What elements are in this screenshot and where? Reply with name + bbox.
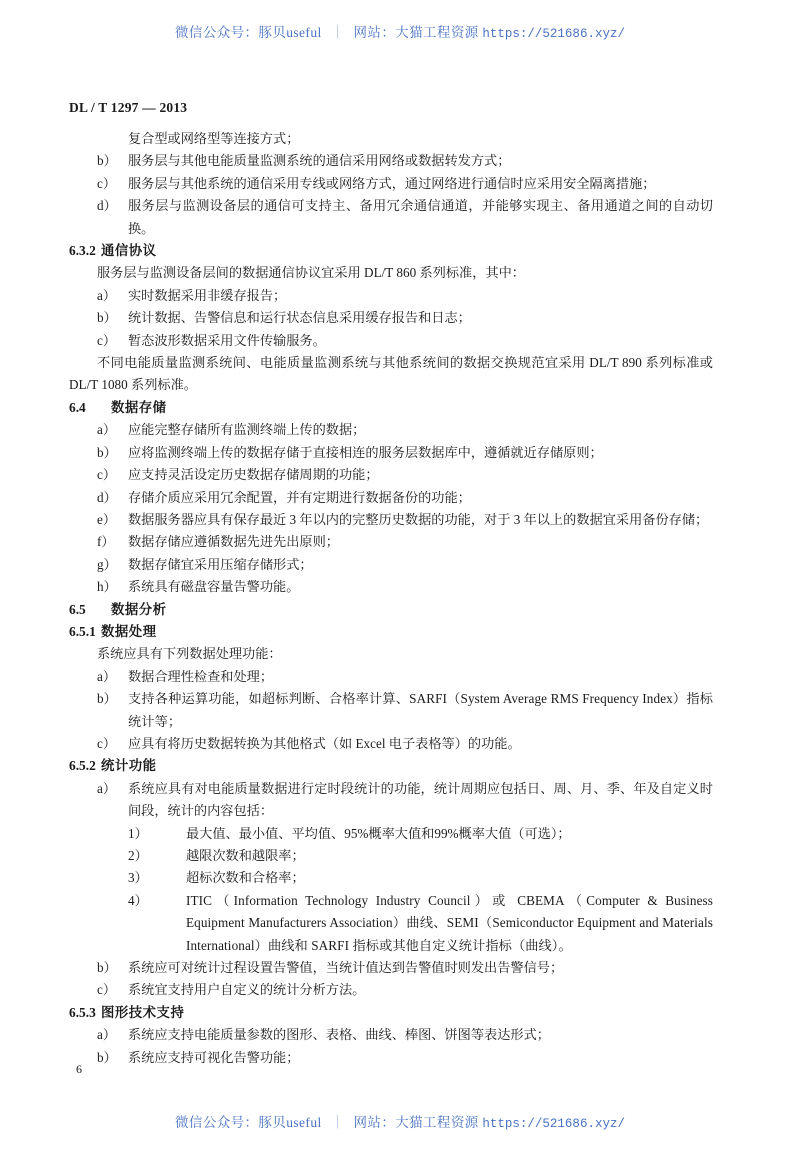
list-marker: a） (97, 287, 117, 303)
list-item-text: 系统应可对统计过程设置告警值，当统计值达到告警值时则发出告警信号； (128, 960, 564, 976)
list-653 (69, 1024, 713, 1069)
sublist-marker: 4） (128, 892, 148, 908)
watermark-separator: ｜ (330, 25, 345, 40)
list-marker: b） (97, 444, 117, 460)
list-item (69, 1024, 713, 1046)
sublist-item (128, 890, 713, 957)
list-item (69, 442, 713, 464)
list-651 (69, 666, 713, 756)
sublist-item-text: 越限次数和越限率； (186, 848, 305, 863)
list-item-text: 存储介质应采用冗余配置，并有定期进行数据备份的功能； (128, 489, 471, 505)
list-marker: f） (97, 534, 115, 550)
list-item-text: 应能完整存储所有监测终端上传的数据； (128, 422, 366, 438)
clause-number: 6.3.2 (69, 243, 96, 259)
list-item-text: 服务层与监测设备层的通信可支持主、备用冗余通信通道，并能够实现主、备用通道之间的自动切换。 (128, 198, 713, 236)
list-item-text: 系统应支持可视化告警功能； (128, 1049, 300, 1065)
list-marker: c） (97, 175, 117, 191)
clause-number: 6.5.3 (69, 1004, 96, 1020)
list-item (69, 576, 713, 598)
clause-number: 6.5.2 (69, 758, 96, 774)
list-marker: c） (97, 735, 117, 751)
list-item (69, 487, 713, 509)
page-body (69, 128, 713, 1069)
list-item (69, 285, 713, 307)
sublist-item (128, 845, 713, 867)
clause-number: 6.4 (69, 399, 86, 415)
list-item (69, 150, 713, 172)
sublist-item-text: 超标次数和合格率； (186, 870, 305, 886)
clause-title: 统计功能 (101, 758, 157, 774)
watermark-url: https://521686.xyz/ (482, 1117, 625, 1131)
watermark-site-label: 网站：大猫工程资源 (353, 1115, 479, 1130)
list-631 (69, 150, 713, 240)
list-item-text: 服务层与其他电能质量监测系统的通信采用网络或数据转发方式； (128, 153, 511, 169)
list-marker: a） (97, 668, 117, 684)
watermark-bottom (0, 1111, 800, 1131)
clause-title: 数据存储 (111, 399, 167, 415)
list-marker: b） (97, 1049, 117, 1065)
page-number: 6 (76, 1062, 82, 1076)
standard-number-header: DL / T 1297 — 2013 (69, 100, 188, 115)
paragraph-632-intro: 服务层与监测设备层间的数据通信协议宜采用 DL/T 860 系列标准，其中： (97, 265, 525, 281)
list-item-text: 系统具有磁盘容量告警功能。 (128, 579, 300, 595)
list-item-text: 应具有将历史数据转换为其他格式（如 Excel 电子表格等）的功能。 (128, 735, 521, 751)
list-632 (69, 285, 713, 352)
list-marker: c） (97, 332, 117, 348)
watermark-site-label: 网站：大猫工程资源 (353, 25, 479, 40)
list-item (69, 173, 713, 195)
list-item (69, 419, 713, 441)
list-marker: c） (97, 467, 117, 483)
list-item (69, 195, 713, 240)
list-item (69, 1047, 713, 1069)
list-marker: b） (97, 153, 117, 169)
clause-heading-653 (69, 1002, 713, 1024)
list-item-text: 应支持灵活设定历史数据存储周期的功能； (128, 467, 379, 483)
list-item-text: 支持各种运算功能，如超标判断、合格率计算、SARFI（System Average RMS Frequency Index）指标统计等； (128, 691, 713, 729)
list-item (69, 979, 713, 1001)
list-marker: b） (97, 310, 117, 326)
list-item-text: 统计数据、告警信息和运行状态信息采用缓存报告和日志； (128, 310, 471, 326)
list-item (69, 957, 713, 979)
list-marker: b） (97, 691, 117, 707)
list-marker: h） (97, 579, 117, 595)
list-marker: b） (97, 960, 117, 976)
list-item-text: 系统应支持电能质量参数的图形、表格、曲线、棒图、饼图等表达形式； (128, 1027, 550, 1043)
watermark-url: https://521686.xyz/ (482, 27, 625, 41)
list-item (69, 666, 713, 688)
list-item-text: 数据存储应遵循数据先进先出原则； (128, 534, 339, 550)
list-item (69, 778, 713, 957)
watermark-separator: ｜ (330, 1115, 345, 1130)
list-marker: d） (97, 489, 117, 505)
list-item-text: 系统应具有对电能质量数据进行定时段统计的功能，统计周期应包括日、周、月、季、年及自定义时间段，统计的内容包括： (128, 780, 713, 819)
list-marker: a） (97, 422, 117, 438)
sublist-item-text: 最大值、最小值、平均值、95%概率大值和99%概率大值（可选）； (186, 825, 571, 841)
clause-title: 数据分析 (111, 601, 167, 617)
list-marker: c） (97, 982, 117, 998)
sublist-item (128, 867, 713, 889)
list-item-text: 服务层与其他系统的通信采用专线或网络方式，通过网络进行通信时应采用安全隔离措施； (128, 175, 656, 191)
list-item-text: 数据存储宜采用压缩存储形式； (128, 556, 313, 572)
list-marker: a） (97, 780, 117, 796)
clause-number: 6.5 (69, 601, 86, 617)
list-item-text: 应将监测终端上传的数据存储于直接相连的服务层数据库中，遵循就近存储原则； (128, 444, 603, 460)
list-item-text: 系统宜支持用户自定义的统计分析方法。 (128, 982, 366, 998)
clause-heading-652 (69, 755, 713, 777)
sublist-marker: 3） (128, 870, 148, 886)
list-item (69, 688, 713, 733)
clause-title: 通信协议 (101, 243, 157, 259)
list-item-text: 数据合理性检查和处理； (128, 668, 274, 684)
sublist-652 (128, 823, 713, 957)
sublist-marker: 2） (128, 848, 148, 863)
clause-title: 数据处理 (101, 623, 157, 639)
clause-title: 图形技术支持 (101, 1004, 185, 1020)
list-item (69, 531, 713, 553)
list-item (69, 330, 713, 352)
list-item (69, 554, 713, 576)
list-64 (69, 419, 713, 598)
list-marker: d） (97, 198, 117, 214)
list-item (69, 509, 713, 531)
sublist-marker: 1） (128, 825, 148, 841)
list-652 (69, 778, 713, 1002)
paragraph-651-intro: 系统应具有下列数据处理功能： (97, 646, 282, 662)
list-item-text: 数据服务器应具有保存最近 3 年以内的完整历史数据的功能，对于 3 年以上的数据宜采用备份存储； (128, 511, 709, 527)
list-item (69, 733, 713, 755)
list-marker: g） (97, 556, 117, 572)
clause-heading-651 (69, 621, 713, 643)
list-marker: e） (97, 511, 117, 527)
watermark-wechat-label: 微信公众号：豚贝useful (175, 1115, 322, 1130)
clause-number: 6.5.1 (69, 623, 96, 639)
list-item-text: 实时数据采用非缓存报告； (128, 287, 287, 303)
paragraph-632-tail: 不同电能质量监测系统间、电能质量监测系统与其他系统间的数据交换规范宜采用 DL/T 890 系列标准或 DL/T 1080 系列标准。 (69, 355, 713, 393)
list-item-text: 暂态波形数据采用文件传输服务。 (128, 332, 326, 348)
sublist-item-text: ITIC（Information Technology Industry Council）或 CBEMA（Computer & Business Equipment Manufacturers Association）曲线、SEMI（Semiconductor Equipment and Materials International）曲线和 SARFI 指标或其他自定义统计指标（曲线）。 (186, 892, 713, 953)
sublist-item (128, 823, 713, 845)
watermark-wechat-label: 微信公众号：豚贝useful (175, 25, 322, 40)
list-marker: a） (97, 1027, 117, 1043)
clause-heading-64 (69, 397, 713, 419)
clause-heading-65 (69, 599, 713, 621)
list-item (69, 307, 713, 329)
list-item (69, 464, 713, 486)
clause-heading-632 (69, 240, 713, 262)
orphan-continuation-line: 复合型或网络型等连接方式； (128, 131, 300, 146)
